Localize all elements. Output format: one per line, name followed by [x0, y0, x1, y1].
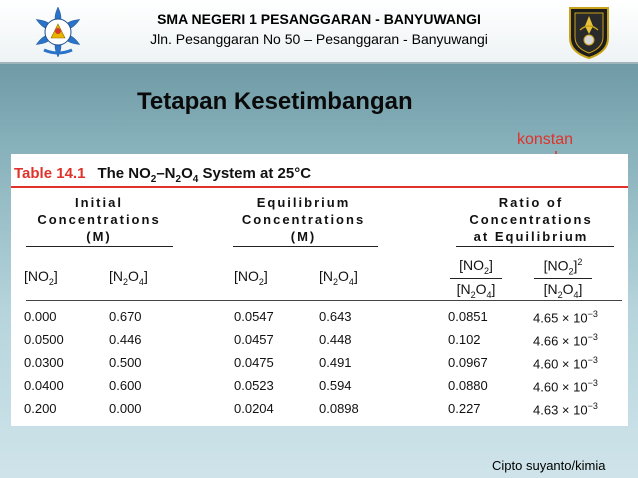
cell-ratio-squared: $4.60 \times 10^{-3}$	[533, 355, 598, 372]
cell-ratio-linear: 0.227	[448, 401, 481, 416]
school-address: Jln. Pesanggaran No 50 – Pesanggaran - Banyuwangi	[150, 31, 488, 47]
table-number: Table 14.1	[14, 165, 86, 182]
col-header-n2o4-initial: $[N_2O_4]$	[109, 268, 148, 287]
col-header-no2-equilibrium: $[NO_2]$	[234, 268, 268, 287]
group-header-initial: Initial Concentrations (M)	[37, 195, 161, 244]
group-rule-initial	[26, 246, 173, 247]
cell-n2o4-initial: 0.000	[109, 401, 142, 416]
cell-ratio-squared: $4.66 \times 10^{-3}$	[533, 332, 598, 349]
cell-n2o4-equilibrium: 0.0898	[319, 401, 359, 416]
cell-no2-initial: 0.000	[24, 309, 57, 324]
cell-ratio-linear: 0.0967	[448, 355, 488, 370]
col-header-ratio-squared: $\frac{[NO_2]^2}{[N_2O_4]}$	[534, 257, 592, 300]
cell-no2-initial: 0.0300	[24, 355, 64, 370]
cell-ratio-squared: $4.65 \times 10^{-3}$	[533, 309, 598, 326]
group-header-equilibrium: Equilibrium Concentrations (M)	[241, 195, 366, 244]
caption-divider	[11, 186, 628, 188]
cell-ratio-linear: 0.0851	[448, 309, 488, 324]
group-rule-ratio	[456, 246, 614, 247]
author-credit: Cipto suyanto/kimia	[492, 458, 606, 473]
cell-no2-initial: 0.200	[24, 401, 57, 416]
banyuwangi-regency-crest-icon	[566, 4, 612, 60]
cell-ratio-squared: $4.63 \times 10^{-3}$	[533, 401, 598, 418]
cell-n2o4-initial: 0.600	[109, 378, 142, 393]
slide-header	[0, 0, 638, 64]
col-header-no2-initial: $[NO_2]$	[24, 268, 58, 287]
table-caption	[14, 165, 311, 185]
group-header-ratio: Ratio of Concentrations at Equilibrium	[469, 195, 593, 244]
cell-no2-equilibrium: 0.0547	[234, 309, 274, 324]
cell-no2-equilibrium: 0.0204	[234, 401, 274, 416]
cell-ratio-linear: 0.0880	[448, 378, 488, 393]
table-title: The $NO_2-N_2O_4$ System at 25°C	[97, 165, 312, 185]
cell-n2o4-initial: 0.670	[109, 309, 142, 324]
cell-n2o4-initial: 0.446	[109, 332, 142, 347]
constant-annotation: konstan	[517, 131, 574, 148]
header-divider	[26, 300, 622, 301]
cell-no2-equilibrium: 0.0457	[234, 332, 274, 347]
col-header-n2o4-equilibrium: $[N_2O_4]$	[319, 268, 358, 287]
cell-n2o4-initial: 0.500	[109, 355, 142, 370]
equilibrium-table	[11, 154, 628, 426]
cell-ratio-squared: $4.60 \times 10^{-3}$	[533, 378, 598, 395]
col-header-ratio-linear: $\frac{[NO_2]}{[N_2O_4]}$	[450, 257, 502, 300]
cell-n2o4-equilibrium: 0.491	[319, 355, 352, 370]
cell-no2-initial: 0.0400	[24, 378, 64, 393]
cell-n2o4-equilibrium: 0.643	[319, 309, 352, 324]
cell-ratio-linear: 0.102	[448, 332, 481, 347]
cell-no2-initial: 0.0500	[24, 332, 64, 347]
cell-no2-equilibrium: 0.0523	[234, 378, 274, 393]
school-name: SMA NEGERI 1 PESANGGARAN - BANYUWANGI	[157, 11, 481, 27]
group-rule-equilibrium	[233, 246, 378, 247]
cell-n2o4-equilibrium: 0.448	[319, 332, 352, 347]
cell-n2o4-equilibrium: 0.594	[319, 378, 352, 393]
slide-title: Tetapan Kesetimbangan	[137, 88, 413, 115]
cell-no2-equilibrium: 0.0475	[234, 355, 274, 370]
